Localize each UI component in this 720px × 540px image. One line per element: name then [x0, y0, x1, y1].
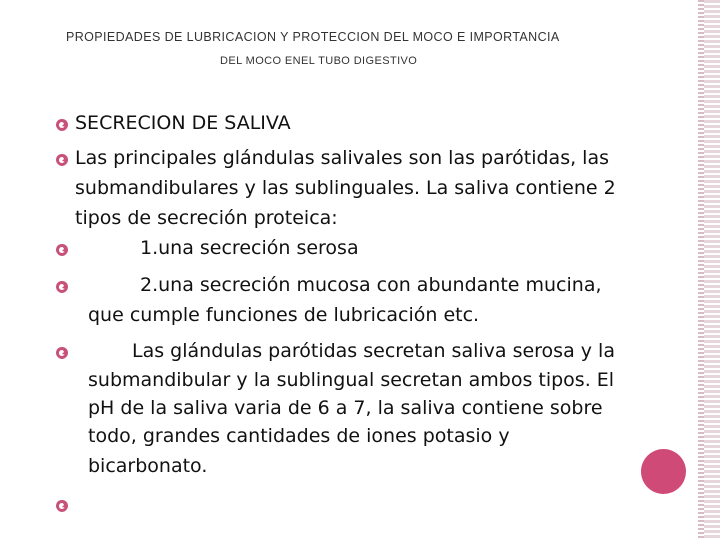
bullet-text-line: pH de la saliva varia de 6 a 7, la saliva contiene sobre	[88, 397, 603, 419]
bullet-text-line: bicarbonato.	[88, 455, 208, 477]
title-line-2: DEL MOCO ENEL TUBO DIGESTIVO	[220, 55, 418, 67]
bullet-text-line: todo, grandes cantidades de iones potasio y	[88, 425, 510, 447]
decorative-circle	[641, 449, 686, 494]
fleuron-leaf-icon	[55, 243, 69, 257]
bullet-text-line: 2.una secreción mucosa con abundante mucina,	[140, 274, 602, 296]
fleuron-leaf-icon	[55, 346, 69, 360]
fleuron-leaf-icon	[55, 153, 69, 167]
bullet-text-line: Las glándulas parótidas secretan saliva serosa y la	[132, 340, 615, 362]
bullet-text-line: que cumple funciones de lubricación etc.	[88, 304, 480, 326]
bullet-text-line: submandibulares y las sublinguales. La saliva contiene 2	[75, 177, 616, 199]
fleuron-leaf-icon	[55, 499, 69, 513]
bullet-text-line: Las principales glándulas salivales son las parótidas, las	[75, 147, 609, 169]
fleuron-leaf-icon	[55, 118, 69, 132]
bullet-text-line: SECRECION DE SALIVA	[75, 112, 291, 134]
bullet-text-line: submandibular y la sublingual secretan ambos tipos. El	[88, 369, 615, 391]
bullet-text-line: 1.una secreción serosa	[140, 237, 359, 259]
fleuron-leaf-icon	[55, 280, 69, 294]
bullet-text-line: tipos de secreción proteica:	[75, 207, 338, 229]
title-line-1: PROPIEDADES DE LUBRICACION Y PROTECCION DEL MOCO E IMPORTANCIA	[66, 30, 560, 44]
